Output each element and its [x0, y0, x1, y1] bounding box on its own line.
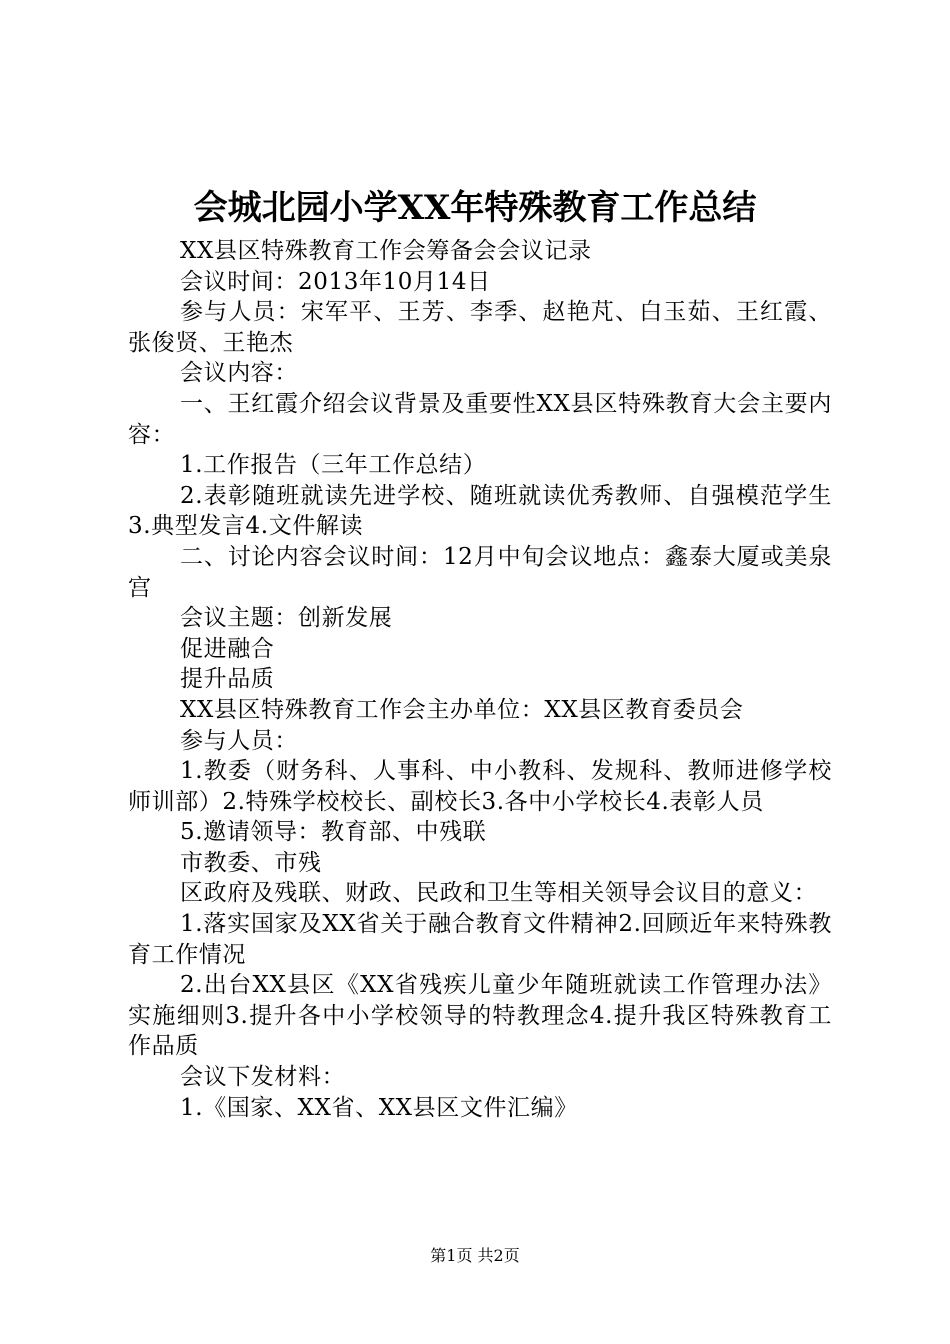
paragraph: 参与人员：宋军平、王芳、李季、赵艳芃、白玉茹、王红霞、张俊贤、王艳杰: [128, 299, 832, 356]
page-number-footer: 第1页 共2页: [430, 1246, 520, 1265]
paragraph: 促进融合: [180, 635, 275, 662]
paragraph: 会议下发材料：: [180, 1064, 346, 1091]
document-title: 会城北园小学XX年特殊教育工作总结: [193, 188, 757, 228]
paragraph: 会议时间：2013年10月14日: [180, 268, 491, 295]
paragraph: 区政府及残联、财政、民政和卫生等相关领导会议目的意义：: [180, 880, 818, 907]
paragraph: 参与人员：: [180, 727, 298, 754]
paragraph: 一、王红霞介绍会议背景及重要性XX县区特殊教育大会主要内容：: [128, 390, 832, 448]
paragraph: 1.教委（财务科、人事科、中小教科、发规科、教师进修学校师训部）2.特殊学校校长、副校长3.各中小学校长4.表彰人员: [128, 758, 832, 815]
paragraph: 5.邀请领导：教育部、中残联: [180, 819, 487, 846]
paragraph: 1.《国家、XX省、XX县区文件汇编》: [180, 1094, 578, 1121]
paragraph: XX县区特殊教育工作会筹备会会议记录: [180, 238, 592, 264]
paragraph: 提升品质: [180, 666, 275, 693]
paragraph: 2.出台XX县区《XX省残疾儿童少年随班就读工作管理办法》实施细则3.提升各中小学校领导的特教理念4.提升我区特殊教育工作品质: [128, 972, 832, 1060]
paragraph: 2.表彰随班就读先进学校、随班就读优秀教师、自强模范学生3.典型发言4.文件解读: [128, 482, 832, 540]
paragraph: 会议内容：: [180, 360, 298, 387]
document-body: [128, 236, 832, 1123]
paragraph: 1.落实国家及XX省关于融合教育文件精神2.回顾近年来特殊教育工作情况: [128, 911, 832, 968]
paragraph: 会议主题：创新发展: [180, 605, 393, 632]
paragraph: 市教委、市残: [180, 849, 322, 876]
paragraph: 二、讨论内容会议时间：12月中旬会议地点：鑫泰大厦或美泉宫: [128, 543, 832, 601]
paragraph: XX县区特殊教育工作会主办单位：XX县区教育委员会: [180, 696, 744, 723]
paragraph: 1.工作报告（三年工作总结）: [180, 452, 487, 479]
